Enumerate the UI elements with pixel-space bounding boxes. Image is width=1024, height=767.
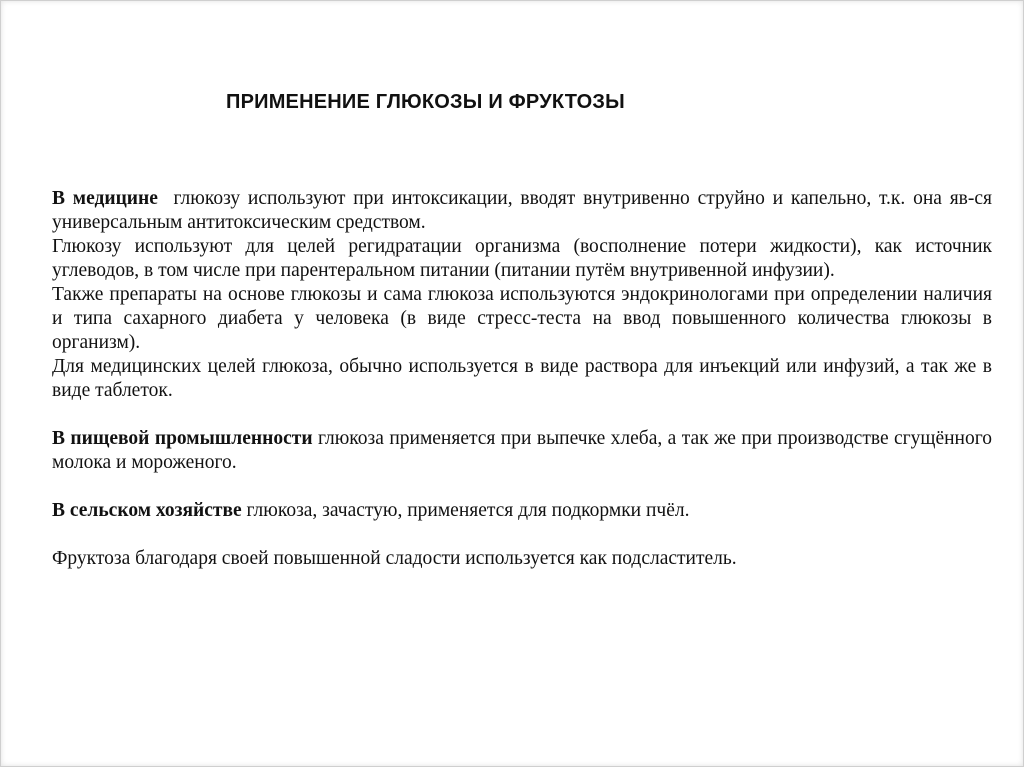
- document-body: [52, 90, 997, 571]
- food-industry-lead: В пищевой промышленности: [52, 428, 313, 449]
- medicine-paragraph: [52, 187, 997, 235]
- medicine-lead: В медицине: [52, 188, 158, 209]
- food-industry-paragraph: [52, 427, 992, 475]
- food-industry-text: глюкоза применяется при выпечке хлеба, а так же при производстве сгущённого молока и мороженого.: [52, 428, 992, 473]
- agriculture-lead: В сельском хозяйстве: [52, 500, 242, 521]
- fructose-paragraph: Фруктоза благодаря своей повышенной сладости используется как подсластитель.: [52, 548, 737, 569]
- medical-forms-paragraph: Для медицинских целей глюкоза, обычно используется в виде раствора для инъекций или инфузий, а так же в виде таблеток.: [52, 356, 992, 401]
- medicine-text: глюкозу используют при интоксикации, вводят внутривенно струйно и капельно, т.к. она яв-ся универсальным антитоксическим средством.: [52, 188, 997, 233]
- agriculture-paragraph: [52, 499, 992, 523]
- rehydration-paragraph: Глюкозу используют для целей регидратации организма (восполнение потери жидкости), как источник углеводов, в том числе при парентеральном питании (питании путём внутривенной инфузии).: [52, 236, 992, 281]
- page-title: ПРИМЕНЕНИЕ ГЛЮКОЗЫ И ФРУКТОЗЫ: [226, 91, 625, 113]
- endocrinology-paragraph: Также препараты на основе глюкозы и сама глюкоза используются эндокринологами при определении наличия и типа сахарного диабета у человека (в виде стресс-теста на ввод повышенного количества глюкозы в организм).: [52, 284, 992, 353]
- agriculture-text: глюкоза, зачастую, применяется для подкормки пчёл.: [241, 500, 690, 521]
